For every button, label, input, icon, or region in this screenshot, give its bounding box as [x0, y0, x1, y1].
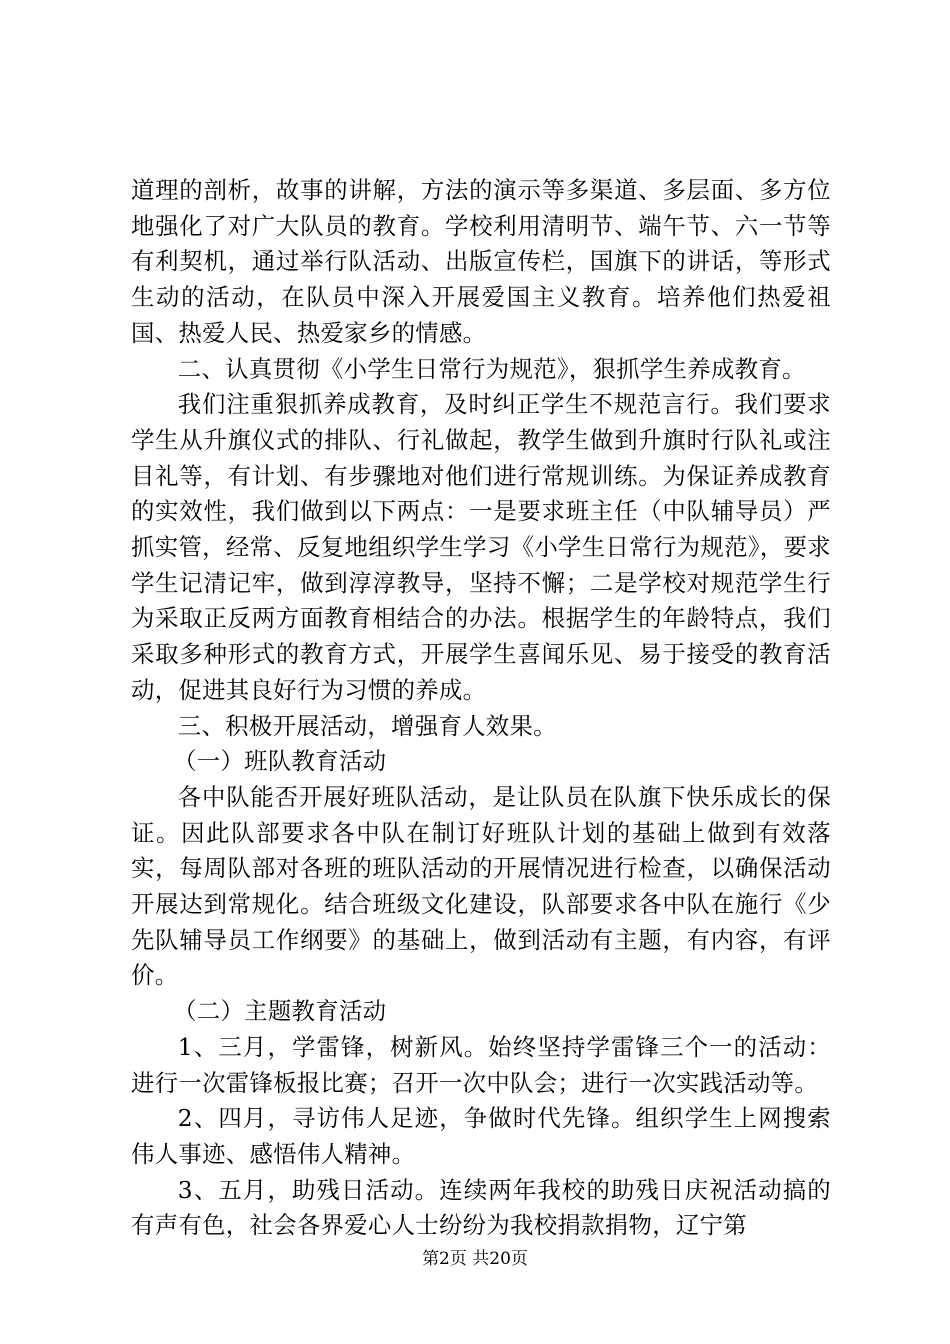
- subheading-theme-activities: （二）主题教育活动: [173, 997, 387, 1026]
- subheading-class-activities: （一）班队教育活动: [173, 747, 387, 776]
- list-item-april: 2、四月，寻访伟人足迹，争做时代先锋。组织学生上网搜索伟人事迹、感悟伟人精神。: [131, 1104, 831, 1168]
- paragraph-class-activities: 各中队能否开展好班队活动，是让队员在队旗下快乐成长的保证。因此队部要求各中队在制订好班队计划的基础上做到有效落实，每周队部对各班的班队活动的开展情况进行检查，以确保活动开展达到常规化。结合班级文化建设，队部要求各中队在施行《少先队辅导员工作纲要》的基础上，做到活动有主题，有内容，有评价。: [131, 782, 831, 990]
- paragraph-1: 道理的剖析，故事的讲解，方法的演示等多渠道、多层面、多方位地强化了对广大队员的教育。学校利用清明节、端午节、六一节等有利契机，通过举行队活动、出版宣传栏，国旗下的讲话，等形式生动的活动，在队员中深入开展爱国主义教育。培养他们热爱祖国、热爱人民、热爱家乡的情感。: [131, 176, 831, 347]
- document-body: [131, 173, 831, 1244]
- paragraph-3: 我们注重狠抓养成教育，及时纠正学生不规范言行。我们要求学生从升旗仪式的排队、行礼做起，教学生做到升旗时行队礼或注目礼等，有计划、有步骤地对他们进行常规训练。为保证养成教育的实效性，我们做到以下两点：一是要求班主任（中队辅导员）严抓实管，经常、反复地组织学生学习《小学生日常行为规范》，要求学生记清记牢，做到淳淳教导，坚持不懈；二是学校对规范学生行为采取正反两方面教育相结合的办法。根据学生的年龄特点，我们采取多种形式的教育方式，开展学生喜闻乐见、易于接受的教育活动，促进其良好行为习惯的养成。: [131, 390, 831, 704]
- section-heading-2: 二、认真贯彻《小学生日常行为规范》，狠抓学生养成教育。: [177, 354, 806, 383]
- list-item-may: 3、五月，助残日活动。连续两年我校的助残日庆祝活动搞的有声有色，社会各界爱心人士纷纷为我校捐款捐物，辽宁第: [131, 1175, 831, 1240]
- list-item-march: 1、三月，学雷锋，树新风。始终坚持学雷锋三个一的活动：进行一次雷锋板报比赛；召开一次中队会；进行一次实践活动等。: [131, 1032, 831, 1097]
- page-number-footer: 第2页 共20页: [422, 1249, 528, 1269]
- section-heading-3: 三、积极开展活动，增强育人效果。: [177, 711, 557, 740]
